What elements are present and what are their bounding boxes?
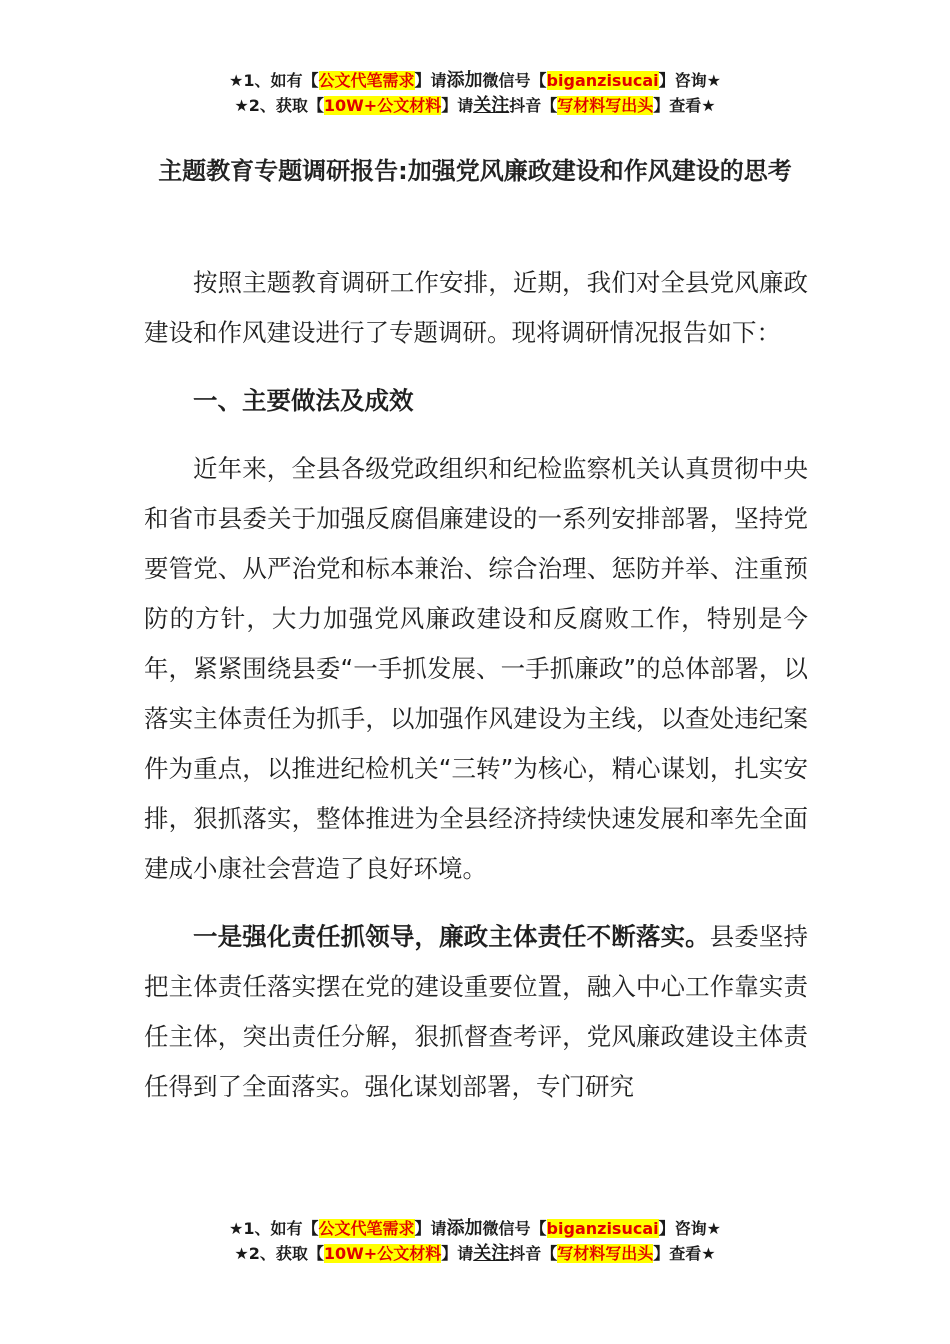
promo-line-2 xyxy=(0,93,950,118)
promo-text: 微信号【 xyxy=(482,1219,547,1238)
promo-highlight: 公文代笔需求 xyxy=(318,1219,415,1238)
promo-text: 】请 xyxy=(414,71,447,90)
section-heading: 一、主要做法及成效 xyxy=(193,386,414,415)
promo-highlight: 10W+公文材料 xyxy=(323,1244,442,1263)
promo-text: 】请 xyxy=(441,96,474,115)
promo-text: ★2、获取【 xyxy=(234,1244,324,1263)
promo-wechat-id: biganzisucai xyxy=(546,1219,659,1238)
promo-text: 微信号【 xyxy=(482,71,547,90)
promo-text: 】查看★ xyxy=(653,96,716,115)
promo-douyin-id: 写材料写出头 xyxy=(557,96,654,115)
promo-line-1 xyxy=(0,68,950,93)
promo-emphasis: 关注 xyxy=(473,95,510,116)
promo-banner-top xyxy=(0,68,950,118)
promo-text: 】查看★ xyxy=(653,1244,716,1263)
promo-text: 】咨询★ xyxy=(658,1219,721,1238)
intro-paragraph: 按照主题教育调研工作安排，近期，我们对全县党风廉政建设和作风建设进行了专题调研。现将调研情况报告如下： xyxy=(144,268,808,347)
promo-banner-bottom xyxy=(0,1216,950,1266)
promo-text: 】请 xyxy=(441,1244,474,1263)
promo-highlight: 公文代笔需求 xyxy=(318,71,415,90)
promo-douyin-id: 写材料写出头 xyxy=(557,1244,654,1263)
paragraph-lead: 一是强化责任抓领导，廉政主体责任不断落实。 xyxy=(193,922,710,951)
promo-emphasis: 添加 xyxy=(446,70,483,91)
promo-text: ★1、如有【 xyxy=(229,71,319,90)
promo-text: ★1、如有【 xyxy=(229,1219,319,1238)
promo-emphasis: 关注 xyxy=(473,1243,510,1264)
body-paragraph: 近年来，全县各级党政组织和纪检监察机关认真贯彻中央和省市县委关于加强反腐倡廉建设的一系列安排部署，坚持党要管党、从严治党和标本兼治、综合治理、惩防并举、注重预防的方针，大力加强党风廉政建设和反腐败工作，特别是今年，紧紧围绕县委“一手抓发展、一手抓廉政”的总体部署，以落实主体责任为抓手，以加强作风建设为主线，以查处违纪案件为重点，以推进纪检机关“三转”为核心，精心谋划，扎实安排，狠抓落实，整体推进为全县经济持续快速发展和率先全面建成小康社会营造了良好环境。 xyxy=(144,454,808,883)
promo-text: 抖音【 xyxy=(509,1244,558,1263)
promo-text: 】请 xyxy=(414,1219,447,1238)
paragraph-text: 县委坚持把主体责任落实摆在党的建设重要位置，融入中心工作靠实责任主体，突出责任分解，狠抓督查考评，党风廉政建设主体责任得到了全面落实。强化谋划部署，专门研究 xyxy=(144,922,808,1101)
document-body xyxy=(144,258,808,1112)
promo-text: ★2、获取【 xyxy=(234,96,324,115)
promo-line-2 xyxy=(0,1241,950,1266)
promo-line-1 xyxy=(0,1216,950,1241)
promo-text: 】咨询★ xyxy=(658,71,721,90)
promo-emphasis: 添加 xyxy=(446,1218,483,1239)
promo-wechat-id: biganzisucai xyxy=(546,71,659,90)
promo-highlight: 10W+公文材料 xyxy=(323,96,442,115)
body-paragraph xyxy=(144,912,808,1112)
document-title: 主题教育专题调研报告:加强党风廉政建设和作风建设的思考 xyxy=(158,157,792,185)
promo-text: 抖音【 xyxy=(509,96,558,115)
